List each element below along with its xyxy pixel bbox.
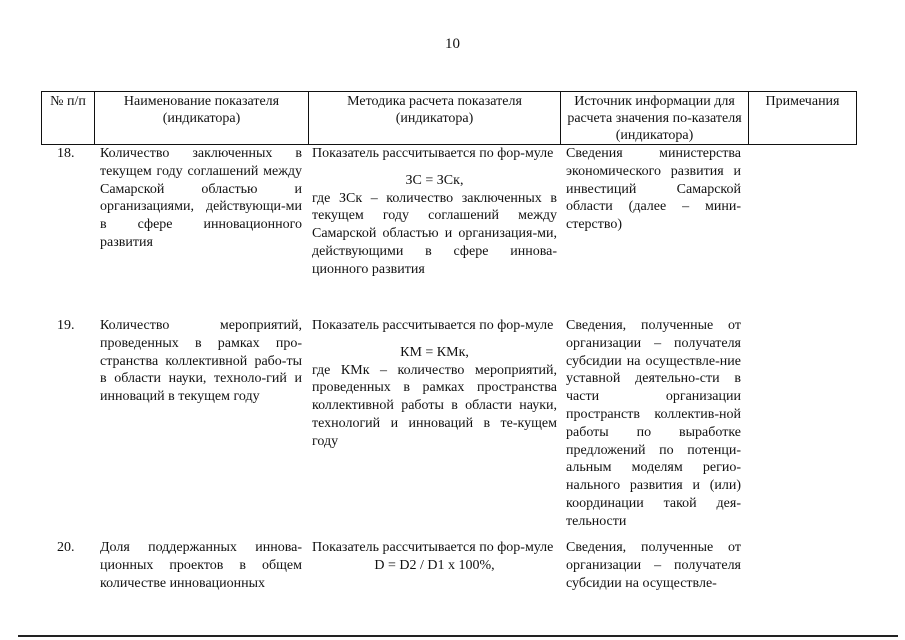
header-number: № п/п bbox=[41, 92, 94, 144]
row-19-method-where: где КМк – количество мероприятий, проведенных в рамках пространства коллективной работы в области науки, технологий и инноваций в те-кущем году bbox=[312, 362, 557, 449]
table-header bbox=[41, 91, 857, 145]
row-20-source: Сведения, полученные от организации – получателя субсидии на осуществле- bbox=[566, 540, 741, 591]
row-19-formula: КМ = КМк, bbox=[400, 344, 469, 360]
header-information-source: Источник информации для расчета значения по-казателя (индикатора) bbox=[560, 92, 748, 144]
row-18-number: 18. bbox=[57, 146, 75, 161]
row-18-name: Количество заключенных в текущем году соглашений между Самарской областью и организациями, действующи-ми в сфере инновационного развития bbox=[100, 146, 302, 250]
row-19-source: Сведения, полученные от организации – получателя субсидии на осуществле-ние уставной деятельно-сти в части организации пространств коллектив-ной работы по выработке предложений по потенци-альным моделям регио-нального развития и (или) координации такой дея-тельности bbox=[566, 318, 741, 529]
row-19-name: Количество мероприятий, проведенных в рамках про-странства коллективной рабо-ты в области науки, техноло-гий и инноваций в текущем году bbox=[100, 318, 302, 405]
row-19-method-intro: Показатель рассчитывается по фор-муле bbox=[312, 318, 554, 333]
row-20-method bbox=[312, 539, 557, 575]
row-20-method-intro: Показатель рассчитывается по фор-муле bbox=[312, 540, 554, 555]
header-calculation-method: Методика расчета показателя (индикатора) bbox=[308, 92, 560, 144]
header-indicator-name: Наименование показателя (индикатора) bbox=[94, 92, 308, 144]
page-bottom-border bbox=[18, 635, 898, 637]
row-19-number: 19. bbox=[57, 318, 75, 333]
row-20-formula: D = D2 / D1 x 100%, bbox=[374, 557, 495, 573]
row-18-source: Сведения министерства экономического развития и инвестиций Самарской области (далее – мини-стерство) bbox=[566, 146, 741, 233]
row-18-method-intro: Показатель рассчитывается по фор-муле bbox=[312, 146, 554, 161]
row-20-name: Доля поддержанных иннова-ционных проектов в общем количестве инновационных bbox=[100, 540, 302, 591]
row-18-formula: ЗС = ЗСк, bbox=[405, 172, 464, 188]
header-notes: Примечания bbox=[748, 92, 857, 144]
row-20-number: 20. bbox=[57, 540, 75, 555]
row-19-method bbox=[312, 317, 557, 451]
page-number: 10 bbox=[445, 36, 460, 52]
row-18-method bbox=[312, 145, 557, 279]
row-18-method-where: где ЗСк – количество заключенных в текущем году соглашений между Самарской областью и организация-ми, действующими в сфере иннова-ционного развития bbox=[312, 190, 557, 277]
